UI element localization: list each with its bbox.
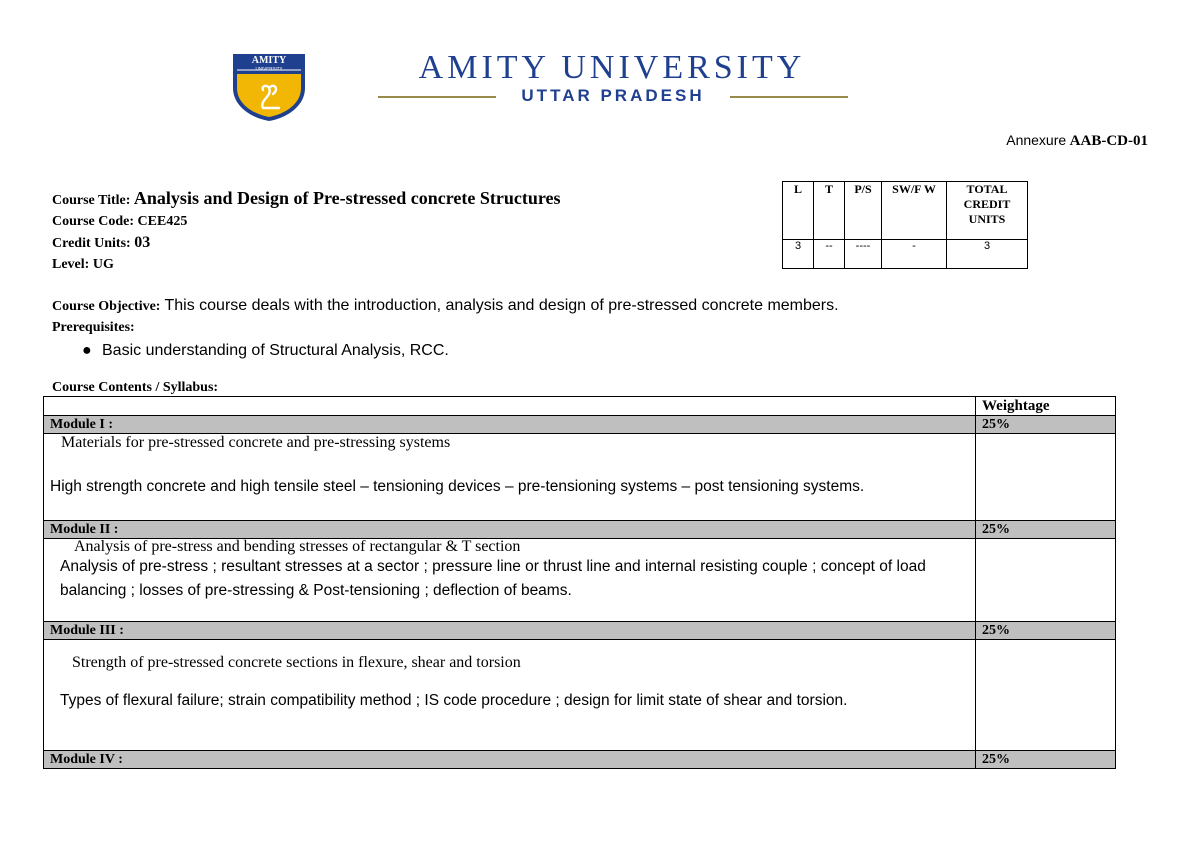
university-name: AMITY UNIVERSITY	[418, 49, 806, 86]
prerequisites-label: Prerequisites:	[52, 320, 135, 335]
module-row	[44, 751, 1116, 769]
module-topic: Strength of pre-stressed concrete sections in flexure, shear and torsion	[72, 654, 521, 671]
course-meta	[52, 188, 561, 275]
course-code-line	[52, 211, 561, 232]
prerequisite-item	[82, 342, 449, 360]
weightage-header: Weightage	[976, 397, 1116, 416]
module-description: Analysis of pre-stress ; resultant stresses at a sector ; pressure line or thrust line and internal resisting couple ; concept of load balancing ; losses of pre-stressing & Post-tensioning ; deflection of beams.	[60, 558, 926, 599]
syllabus-table	[43, 396, 1116, 769]
module-weight: 25%	[976, 416, 1116, 434]
credit-header-swfw: SW/F W	[882, 182, 947, 240]
module-content	[44, 434, 976, 521]
level-label: Level:	[52, 257, 90, 272]
course-title: Analysis and Design of Pre-stressed concrete Structures	[133, 188, 561, 208]
credit-units-label: Credit Units:	[52, 236, 131, 251]
credit-units-line	[52, 232, 561, 254]
module-row	[44, 416, 1116, 434]
module-name: Module I :	[44, 416, 976, 434]
syllabus-header-row	[44, 397, 1116, 416]
credit-header-total: TOTAL CREDIT UNITS	[947, 182, 1028, 240]
credit-header-t: T	[814, 182, 845, 240]
credit-units: 03	[134, 234, 151, 251]
credit-header-ps: P/S	[845, 182, 882, 240]
module-content	[44, 539, 976, 622]
course-objective	[52, 297, 839, 315]
module-body-row	[44, 640, 1116, 751]
module-content	[44, 640, 976, 751]
objective-text: This course deals with the introduction, analysis and design of pre-stressed concrete members.	[164, 297, 839, 314]
module-weight-cell	[976, 640, 1116, 751]
credit-value-l: 3	[783, 240, 814, 269]
credit-value-swfw: -	[882, 240, 947, 269]
module-weight: 25%	[976, 751, 1116, 769]
bullet-icon: ●	[82, 342, 92, 359]
course-title-label: Course Title:	[52, 193, 131, 208]
module-weight: 25%	[976, 521, 1116, 539]
logo-subtext: UNIVERSITY	[255, 66, 283, 71]
course-code-label: Course Code:	[52, 214, 135, 229]
university-subtitle: UTTAR PRADESH	[521, 86, 705, 105]
credit-value-t: --	[814, 240, 845, 269]
annexure	[1006, 132, 1148, 150]
credit-value-ps: ----	[845, 240, 882, 269]
amity-logo	[229, 50, 309, 122]
credit-table-value-row	[783, 240, 1028, 269]
logo-text: AMITY	[251, 55, 287, 66]
module-description: High strength concrete and high tensile steel – tensioning devices – pre-tensioning systems – post tensioning systems.	[50, 478, 865, 495]
module-name: Module II :	[44, 521, 976, 539]
credit-header-l: L	[783, 182, 814, 240]
module-topic: Materials for pre-stressed concrete and pre-stressing systems	[61, 434, 451, 451]
syllabus-label: Course Contents / Syllabus:	[52, 380, 219, 395]
syllabus-header-empty	[44, 397, 976, 416]
course-title-line	[52, 188, 561, 211]
module-body-row	[44, 434, 1116, 521]
credit-table-header-row	[783, 182, 1028, 240]
level-line	[52, 254, 561, 275]
module-weight-cell	[976, 539, 1116, 622]
level-value: UG	[92, 257, 114, 272]
module-topic: Analysis of pre-stress and bending stresses of rectangular & T section	[74, 538, 521, 555]
module-row	[44, 521, 1116, 539]
module-body-row	[44, 539, 1116, 622]
module-description: Types of flexural failure; strain compatibility method ; IS code procedure ; design for limit state of shear and torsion.	[60, 692, 848, 709]
annexure-label: Annexure	[1006, 132, 1067, 148]
annexure-code: AAB-CD-01	[1069, 133, 1148, 149]
module-name: Module III :	[44, 622, 976, 640]
university-subtitle-band	[378, 86, 848, 108]
objective-label: Course Objective:	[52, 299, 161, 314]
module-weight-cell	[976, 434, 1116, 521]
module-row	[44, 622, 1116, 640]
credit-table	[782, 181, 1028, 269]
course-code: CEE425	[137, 214, 188, 229]
credit-value-total: 3	[947, 240, 1028, 269]
module-weight: 25%	[976, 622, 1116, 640]
module-name: Module IV :	[44, 751, 976, 769]
prerequisite-text: Basic understanding of Structural Analysis, RCC.	[102, 342, 449, 359]
